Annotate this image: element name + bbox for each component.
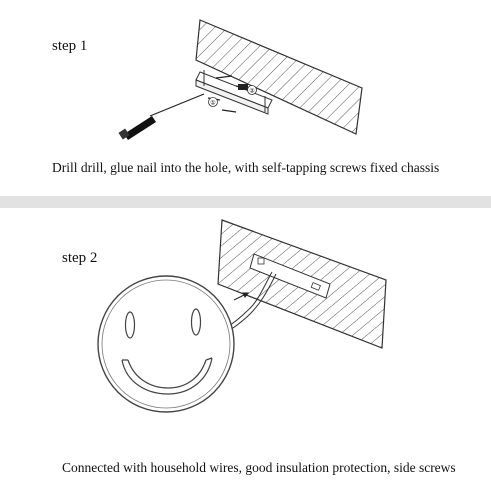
callout-2-label: ② [249,87,255,95]
callout-1-label: ① [210,99,216,107]
left-eye-icon [126,312,135,338]
step2-title: step 2 [62,250,98,266]
smiley-lamp [98,276,234,412]
step1-panel [0,0,491,196]
step2-illustration [0,208,491,500]
step2-caption: Connected with household wires, good insulation protection, side screws [62,460,456,475]
section-divider [0,196,491,208]
arrow-icon [234,293,248,300]
screwdriver-icon [118,94,204,140]
right-eye-icon [192,309,201,335]
step1-caption: Drill drill, glue nail into the hole, with self-tapping screws fixed chassis [52,160,440,175]
anchor-icon [238,84,248,90]
step2-panel [0,208,491,500]
step1-title: step 1 [52,38,88,54]
